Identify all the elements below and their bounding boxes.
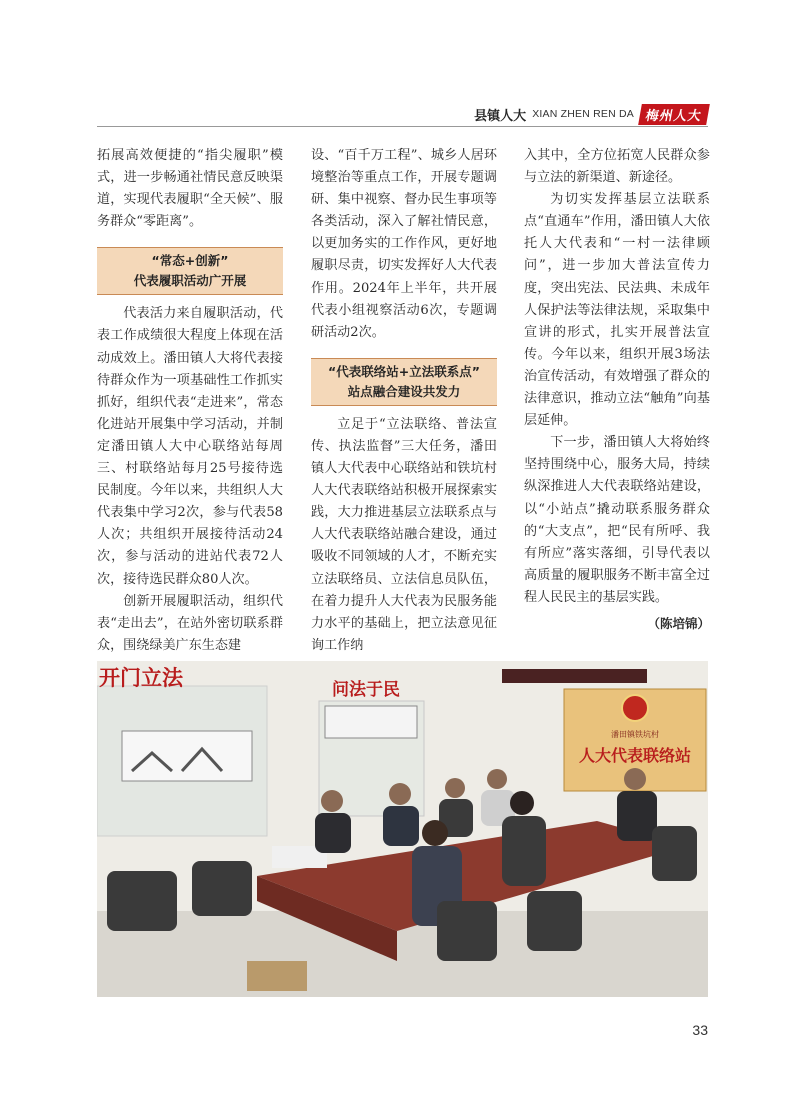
column-3: [524, 145, 710, 635]
banner-mid-text: 问法于民: [332, 680, 400, 700]
byline: （陈培锦）: [647, 615, 710, 631]
middle-blind: [325, 706, 417, 738]
subheading-line: 站点融合建设共发力: [347, 383, 461, 399]
national-emblem-icon: [622, 695, 648, 721]
ink-painting-blind: [122, 731, 252, 781]
section-title: 县镇人大: [474, 108, 527, 124]
paragraph: 拓展高效便捷的“指尖履职”模式，进一步畅通社情民意反映渠道，实现代表履职“全天候”、服务群众“零距离”。: [97, 148, 283, 230]
paragraph: 入其中，全方位拓宽人民群众参与立法的新渠道、新途径。: [524, 148, 710, 186]
paragraph: 设、“百千万工程”、城乡人居环境整治等重点工作，开展专题调研、集中视察、督办民生事项等各类活动，深入了解社情民意，以更加务实的工作作风，更好地履职尽责，切实发挥好人大代表作用。2024年上半年，共开展代表小组视察活动6次，专题调研活动2次。: [311, 148, 497, 340]
subheading-line: “代表联络站+立法联系点”: [328, 363, 480, 379]
subheading-2: [311, 358, 497, 406]
paragraph: 下一步，潘田镇人大将始终坚持围绕中心，服务大局，持续纵深推进人大代表联络站建设，以“小站点”撬动联系服务群众的“大支点”，把“民有所呼、我有所应”落实落细，引导代表以高质量的履职服务不断丰富全过程人民民主的基层实践。: [524, 435, 710, 605]
column-2: [311, 145, 497, 657]
header-rule: [97, 126, 708, 127]
paragraph: 立足于“立法联络、普法宣传、执法监督”三大任务，潘田镇人大代表中心联络站和铁坑村人大代表联络站积极开展探索实践，大力推进基层立法联系点与人大代表联络站融合建设，通过吸收不同领域的人才，不断充实立法联络员、立法信息员队伍，在着力提升人大代表为民服务能力水平的基础上，把立法意见征询工作纳: [311, 416, 497, 653]
column-1: [97, 145, 283, 657]
banner-left-text: 开门立法: [99, 666, 183, 690]
paragraph: 为切实发挥基层立法联系点“直通车”作用，潘田镇人大依托人大代表和“一村一法律顾问”，进一步加大普法宣传力度，突出宪法、民法典、未成年人保护法等法律法规，采取集中宣讲的形式，扎实开展普法宣传。今年以来，组织开展3场法治宣传活动，有效增强了群众的法律意识，推动立法“触角”向基层延伸。: [524, 192, 710, 429]
cardboard-box: [247, 961, 307, 991]
subheading-1: [97, 247, 283, 295]
magazine-logo: 梅州人大: [638, 104, 710, 125]
meeting-photo: [97, 661, 708, 997]
page-number: 33: [692, 1022, 708, 1038]
subheading-line: “常态+创新”: [151, 253, 229, 269]
sign-small-text: 潘田镇铁坑村: [611, 730, 659, 739]
subheading-line: 代表履职活动广开展: [133, 273, 247, 289]
led-display: [502, 669, 647, 683]
sign-big-text: 人大代表联络站: [578, 746, 692, 765]
paragraph: 代表活力来自履职活动，代表工作成绩很大程度上体现在活动成效上。潘田镇人大将代表接待群众作为一项基础性工作抓实抓好，组织代表“走进来”，常态化进站开展集中学习活动，并制定潘田镇人大中心联络站每周三、村联络站每月25号接待选民制度。今年以来，共组织人大代表集中学习2次，参与代表58人次；共组织开展接待活动24次，参与活动的进站代表72人次，接待选民群众80人次。: [97, 306, 283, 587]
photo-illustration: [97, 661, 708, 997]
paragraph: 创新开展履职活动，组织代表“走出去”，在站外密切联系群众，围绕绿美广东生态建: [97, 593, 283, 653]
page-header: [474, 104, 708, 124]
section-pinyin: XIAN ZHEN REN DA: [532, 108, 634, 120]
